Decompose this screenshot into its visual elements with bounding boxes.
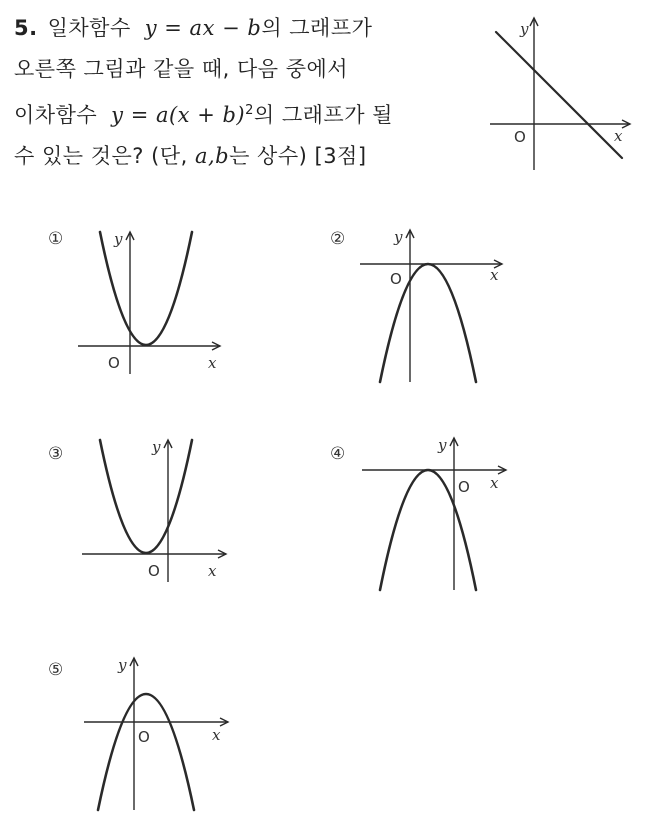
origin-label: O [148, 562, 160, 580]
quadratic-function-expression: y = a(x + b) [111, 103, 246, 127]
constant-variables: a,b [194, 144, 230, 168]
x-axis-label: x [208, 562, 217, 580]
question-line-2: 오른쪽 그림과 같을 때, 다음 중에서 [14, 57, 349, 81]
question-text [14, 8, 484, 177]
y-axis-label: y [152, 438, 161, 456]
x-axis-label: x [212, 726, 221, 744]
x-axis-label: x [490, 474, 499, 492]
choice-2-number: ② [330, 229, 346, 249]
choice-4-graph [356, 434, 516, 594]
question-text-part: 이차함수 [14, 103, 98, 127]
origin-label: O [458, 478, 470, 496]
choice-5-number: ⑤ [48, 660, 64, 680]
x-axis-label: x [208, 354, 217, 372]
origin-label: O [514, 128, 526, 146]
question-text-part: 일차함수 [47, 16, 131, 40]
origin-label: O [390, 270, 402, 288]
question-text-part: 의 그래프가 [261, 16, 373, 40]
reference-line-graph [484, 14, 634, 174]
origin-label: O [108, 354, 120, 372]
choice-1-graph [70, 228, 230, 378]
y-axis-label: y [520, 20, 529, 38]
linear-function-expression: y = ax − b [144, 16, 262, 40]
question-line-4 [14, 136, 484, 177]
question-line-1 [14, 8, 484, 49]
x-axis-label: x [490, 266, 499, 284]
question-number: 5. [14, 16, 38, 40]
y-axis-label: y [118, 656, 127, 674]
choice-3-graph [76, 436, 236, 586]
choice-4-number: ④ [330, 444, 346, 464]
question-line-3 [14, 90, 484, 136]
y-axis-label: y [394, 228, 403, 246]
x-axis-label: x [614, 127, 623, 145]
question-text-part: 의 그래프가 될 [253, 103, 393, 127]
choice-3-number: ③ [48, 444, 64, 464]
exponent: 2 [245, 103, 254, 118]
origin-label: O [138, 728, 150, 746]
y-axis-label: y [114, 230, 123, 248]
question-text-part: 는 상수) [3점] [229, 144, 367, 168]
parabola-curve [100, 232, 192, 345]
choice-2-graph [352, 226, 512, 386]
question-text-part: 수 있는 것은? (단, [14, 144, 188, 168]
parabola-curve [100, 440, 192, 553]
choice-5-graph [78, 654, 238, 814]
choice-1-number: ① [48, 229, 64, 249]
y-axis-label: y [438, 436, 447, 454]
parabola-curve [98, 694, 194, 810]
